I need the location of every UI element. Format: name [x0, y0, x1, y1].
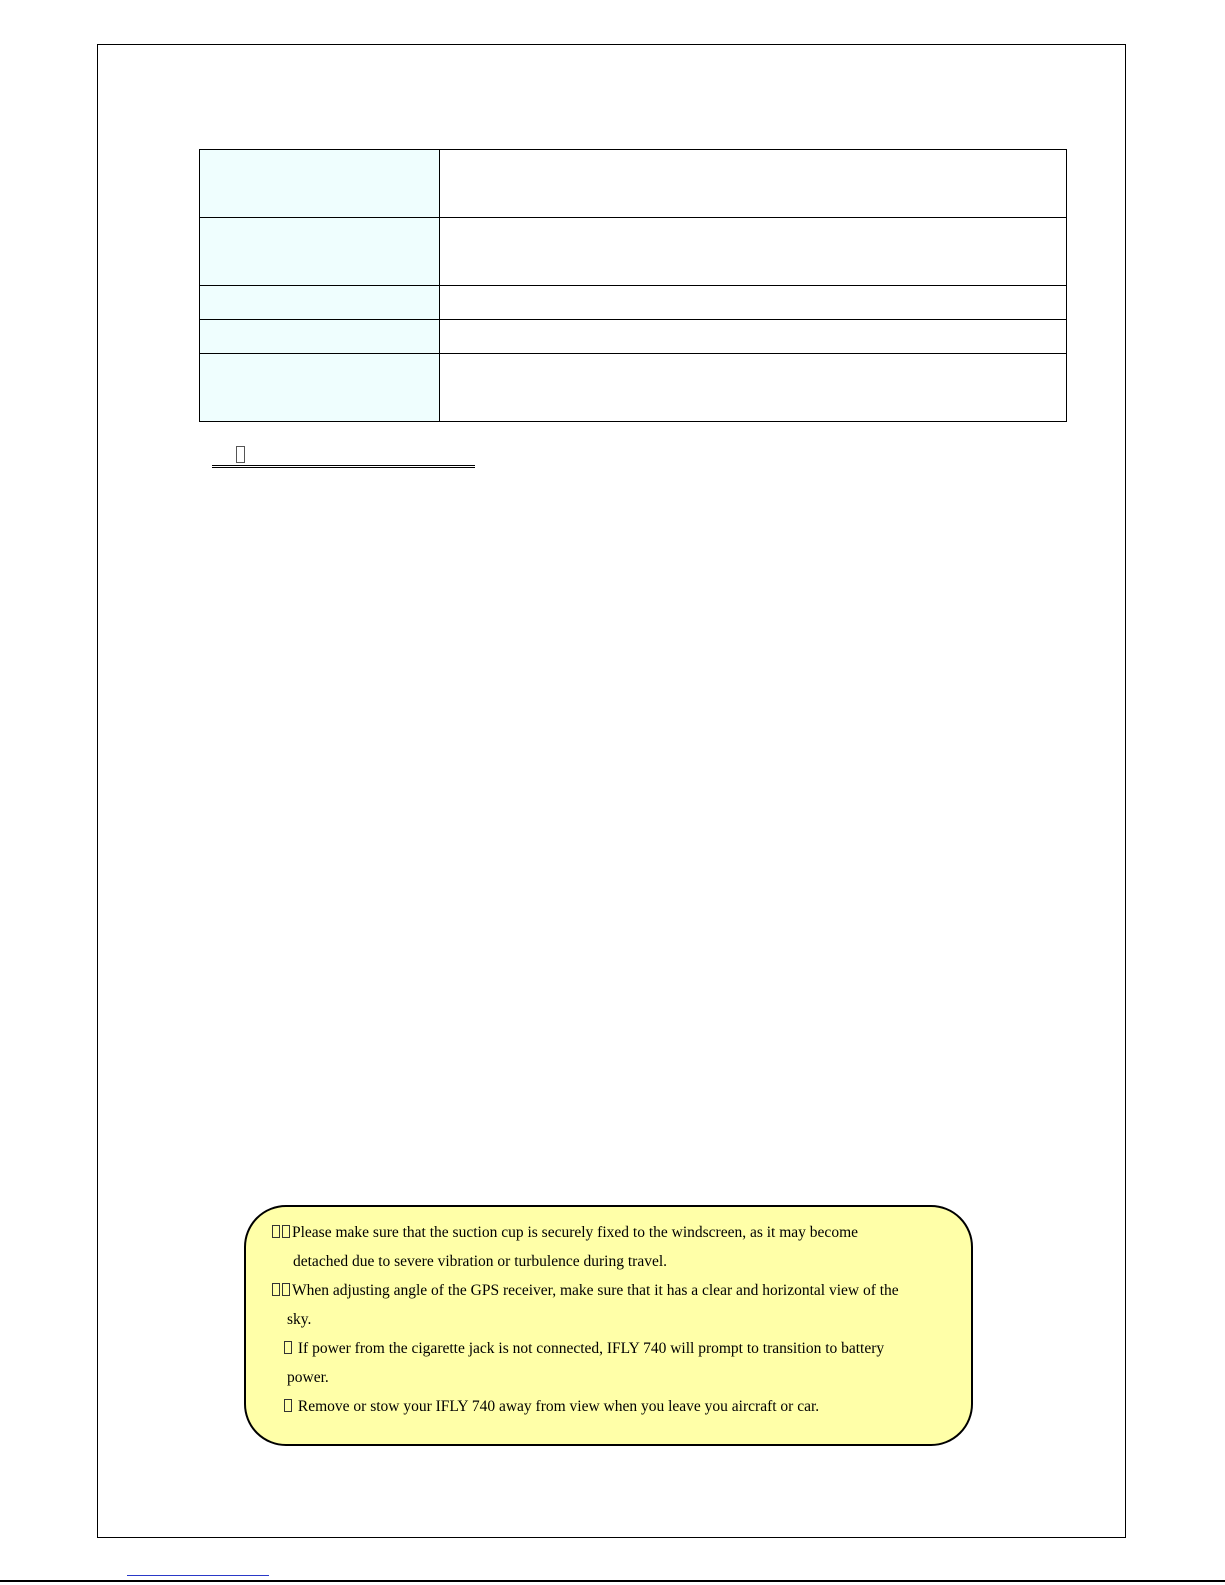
notice-text: Please make sure that the suction cup is securely fixed to the windscreen, as it may become — [292, 1224, 858, 1241]
notice-text: Remove or stow your IFLY 740 away from view when you leave you aircraft or car. — [297, 1398, 820, 1415]
bullet-glyph-icon — [282, 1225, 290, 1238]
spec-value-cell — [440, 218, 1067, 286]
notice-line — [287, 1310, 311, 1330]
notice-line — [272, 1223, 858, 1243]
notice-line — [284, 1339, 884, 1359]
spec-label-cell — [200, 320, 440, 354]
spec-row — [200, 320, 1067, 354]
notice-text: sky. — [287, 1311, 312, 1328]
spec-label-cell — [200, 286, 440, 320]
spec-value-cell — [440, 286, 1067, 320]
spec-row — [200, 218, 1067, 286]
section-heading-underline — [212, 446, 475, 468]
notice-line — [287, 1368, 329, 1388]
bottom-rule — [0, 1580, 1225, 1582]
bullet-glyph-icon — [282, 1283, 290, 1296]
notice-line — [293, 1252, 667, 1272]
spec-value-cell — [440, 320, 1067, 354]
spec-value-cell — [440, 150, 1067, 218]
spec-row — [200, 150, 1067, 218]
notice-text: When adjusting angle of the GPS receiver, make sure that it has a clear and horizontal view of the — [292, 1282, 899, 1299]
notice-line — [284, 1397, 819, 1417]
spec-row — [200, 354, 1067, 422]
notice-text: power. — [287, 1369, 329, 1386]
bullet-glyph-icon — [284, 1399, 292, 1412]
notice-box — [244, 1205, 973, 1446]
spec-row — [200, 286, 1067, 320]
notice-text: If power from the cigarette jack is not connected, IFLY 740 will prompt to transition to battery — [297, 1340, 885, 1357]
spec-value-cell — [440, 354, 1067, 422]
missing-glyph-icon — [236, 446, 245, 463]
spec-label-cell — [200, 354, 440, 422]
spec-label-cell — [200, 150, 440, 218]
spec-label-cell — [200, 218, 440, 286]
spec-table — [199, 149, 1067, 422]
notice-text: detached due to severe vibration or turbulence during travel. — [293, 1253, 668, 1270]
bullet-glyph-icon — [272, 1283, 280, 1296]
bullet-glyph-icon — [284, 1341, 292, 1354]
notice-line — [272, 1281, 899, 1301]
bottom-link-underline[interactable] — [127, 1575, 269, 1576]
bullet-glyph-icon — [272, 1225, 280, 1238]
